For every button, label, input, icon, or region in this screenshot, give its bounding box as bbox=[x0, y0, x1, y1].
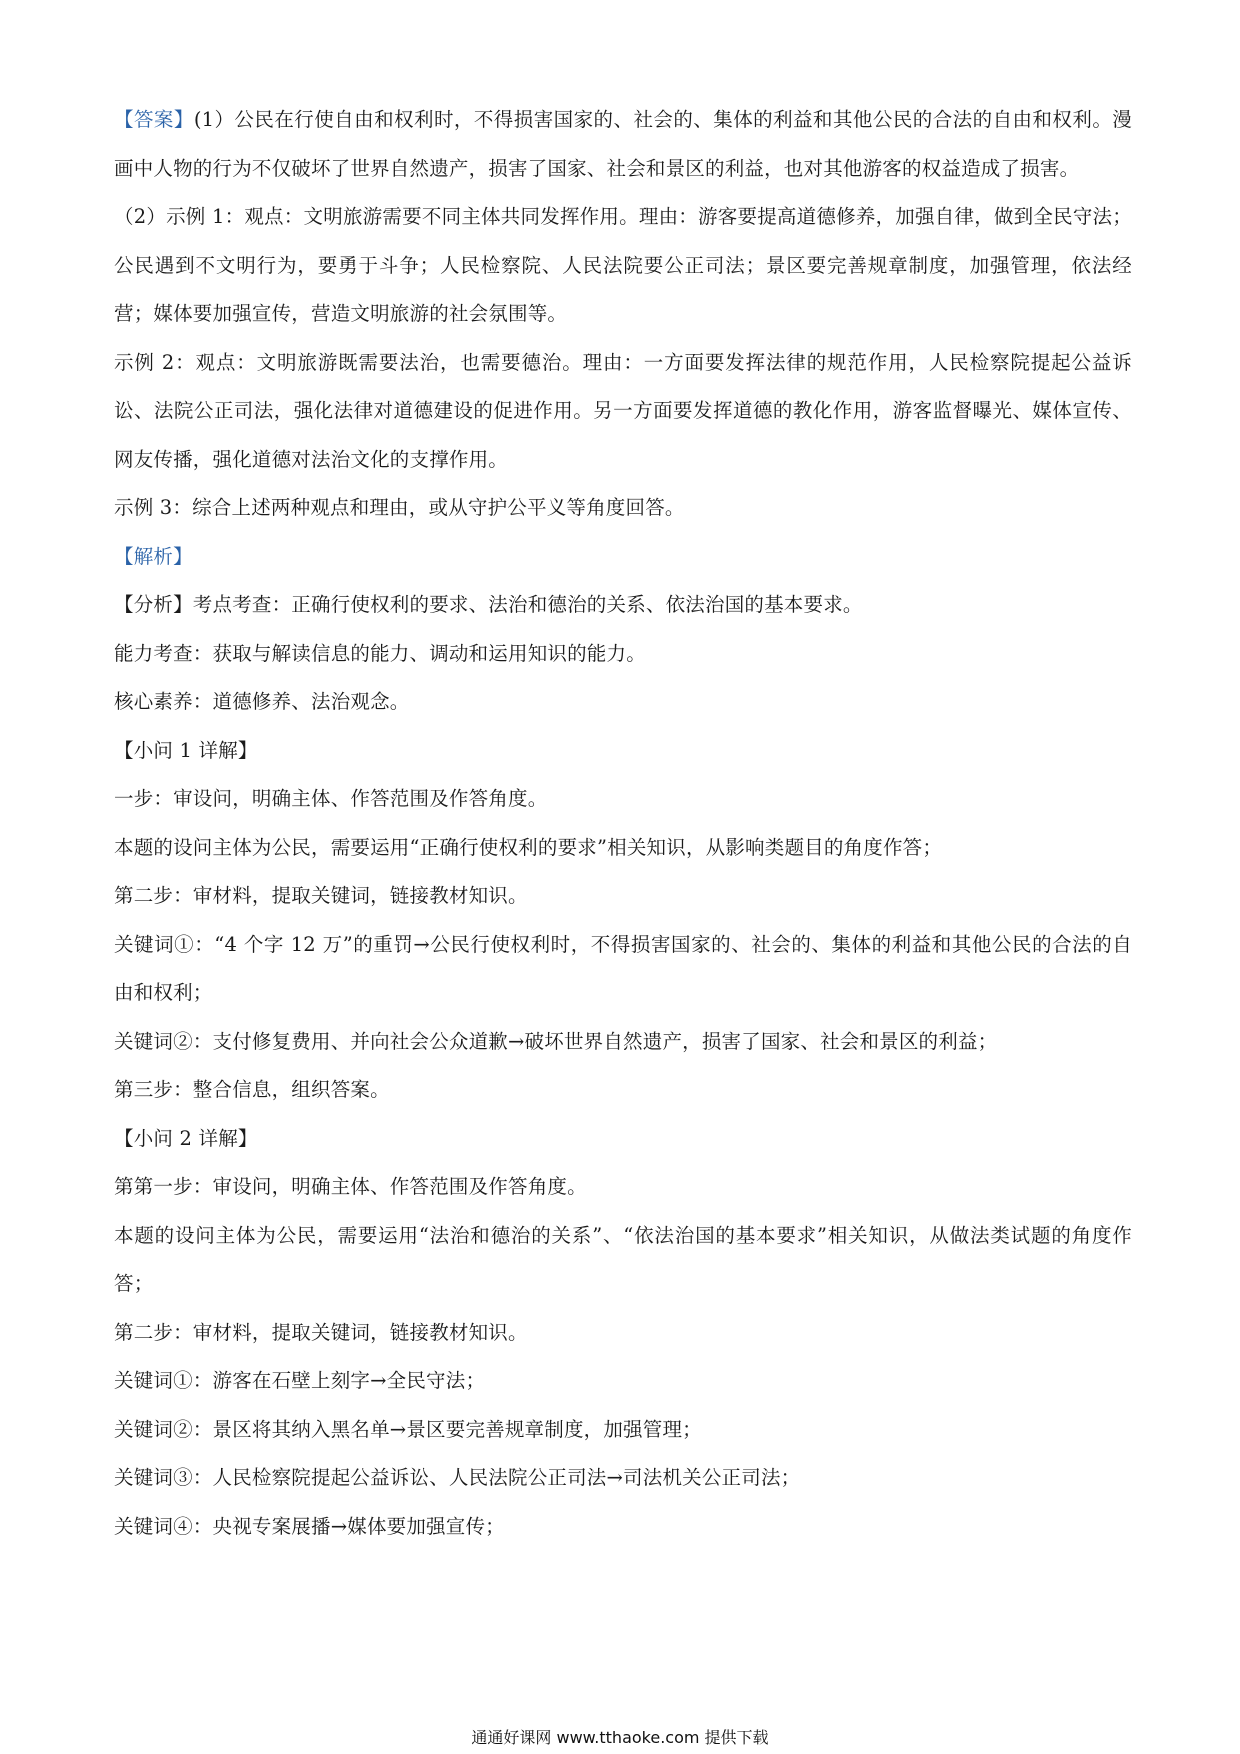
document-body bbox=[114, 96, 1132, 1551]
analysis-line: 一步：审设问，明确主体、作答范围及作答角度。 bbox=[114, 787, 548, 810]
analysis-line: 能力考查：获取与解读信息的能力、调动和运用知识的能力。 bbox=[114, 641, 646, 665]
analysis-line: 【分析】考点考查：正确行使权利的要求、法治和德治的关系、依法治国的基本要求。 bbox=[114, 593, 863, 616]
answer-paragraph-4: 示例 3：综合上述两种观点和理由，或从守护公平义等角度回答。 bbox=[114, 496, 685, 519]
analysis-line: 第第一步：审设问，明确主体、作答范围及作答角度。 bbox=[114, 1175, 587, 1198]
analysis-line: 核心素养：道德修养、法治观念。 bbox=[114, 690, 410, 713]
analysis-line: 本题的设问主体为公民，需要运用“法治和德治的关系”、“依法治国的基本要求”相关知识，从做法类试题的角度作答； bbox=[114, 1223, 1132, 1295]
section-heading-q2: 【小问 2 详解】 bbox=[114, 1126, 258, 1150]
analysis-line: 第三步：整合信息，组织答案。 bbox=[114, 1078, 390, 1101]
answer-paragraph-2: （2）示例 1：观点：文明旅游需要不同主体共同发挥作用。理由：游客要提高道德修养，加强自律，做到全民守法；公民遇到不文明行为，要勇于斗争；人民检察院、人民法院要公正司法；景区要完善规章制度，加强管理，依法经营；媒体要加强宣传，营造文明旅游的社会氛围等。 bbox=[114, 205, 1132, 325]
answer-tag: 【答案】 bbox=[114, 108, 194, 131]
section-heading-q1: 【小问 1 详解】 bbox=[114, 738, 258, 762]
analysis-line: 第二步：审材料，提取关键词，链接教材知识。 bbox=[114, 1320, 528, 1344]
analysis-line: 关键词②：景区将其纳入黑名单→景区要完善规章制度，加强管理； bbox=[114, 1417, 702, 1441]
page-footer: 通通好课网 www.tthaoke.com 提供下载 bbox=[471, 1728, 769, 1747]
analysis-line: 关键词②：支付修复费用、并向社会公众道歉→破坏世界自然遗产，损害了国家、社会和景区的利益； bbox=[114, 1029, 998, 1053]
answer-paragraph-3: 示例 2：观点：文明旅游既需要法治，也需要德治。理由：一方面要发挥法律的规范作用，人民检察院提起公益诉讼、法院公正司法，强化法律对道德建设的促进作用。另一方面要发挥道德的教化作用，游客监督曝光、媒体宣传、网友传播，强化道德对法治文化的支撑作用。 bbox=[114, 350, 1132, 471]
analysis-line: 本题的设问主体为公民，需要运用“正确行使权利的要求”相关知识，从影响类题目的角度作答； bbox=[114, 835, 943, 859]
analysis-line: 第二步：审材料，提取关键词，链接教材知识。 bbox=[114, 884, 528, 907]
analysis-line: 关键词③：人民检察院提起公益诉讼、人民法院公正司法→司法机关公正司法； bbox=[114, 1466, 801, 1489]
analysis-tag: 【解析】 bbox=[114, 544, 193, 568]
answer-text-1: (1）公民在行使自由和权利时，不得损害国家的、社会的、集体的利益和其他公民的合法的自由和权利。漫画中人物的行为不仅破坏了世界自然遗产，损害了国家、社会和景区的利益，也对其他游客的权益造成了损害。 bbox=[114, 108, 1132, 180]
analysis-line: 关键词①：“4 个字 12 万”的重罚→公民行使权利时，不得损害国家的、社会的、集体的利益和其他公民的合法的自由和权利； bbox=[114, 932, 1132, 1004]
analysis-line: 关键词④：央视专案展播→媒体要加强宣传； bbox=[114, 1514, 505, 1538]
analysis-line: 关键词①：游客在石壁上刻字→全民守法； bbox=[114, 1369, 486, 1392]
answer-paragraph-1 bbox=[114, 96, 1132, 193]
